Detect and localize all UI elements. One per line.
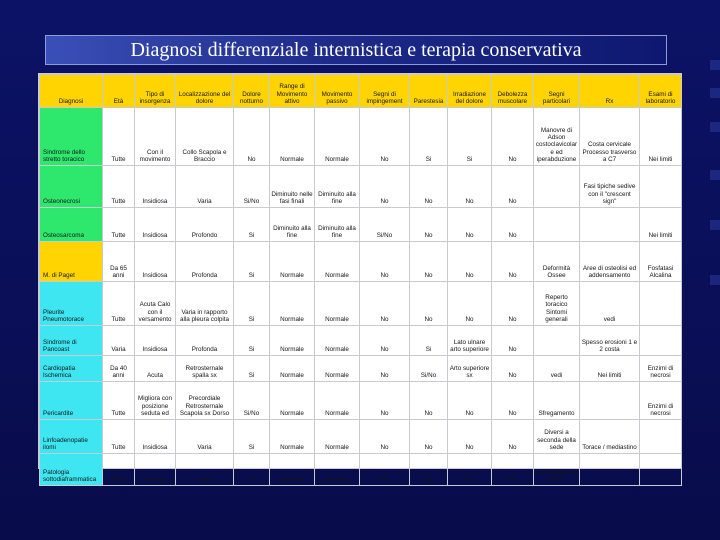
diagnosis-cell: Linfoadenopatie ilomi <box>40 420 103 454</box>
table-cell: Normale <box>315 108 360 166</box>
table-cell: Normale <box>270 326 315 356</box>
table-cell: Normale <box>315 382 360 420</box>
table-cell: Normale <box>270 454 315 486</box>
slide-title: Diagnosi differenziale internistica e terapia conservativa <box>130 39 582 61</box>
table-cell: Spesso erosioni 1 e 2 costa <box>580 326 640 356</box>
table-cell: Profondo <box>176 208 234 242</box>
table-cell: No <box>448 282 492 326</box>
table-cell: Si <box>234 326 270 356</box>
table-cell <box>534 208 580 242</box>
table-cell: Tutte <box>103 208 135 242</box>
column-header: Parestesia <box>410 75 448 108</box>
table-cell: Diminuito alla fine <box>315 166 360 208</box>
table-cell: Nei limiti <box>640 208 682 242</box>
table-cell: No <box>492 326 534 356</box>
table-cell: Insidiosa <box>135 242 176 282</box>
table-cell: Arto superiore sx <box>448 356 492 382</box>
table-cell: Fosfatasi Alcalina <box>640 242 682 282</box>
column-header: Range di Movimento attivo <box>270 75 315 108</box>
table-cell: Costa cervicale Processo trasverso a C7 <box>580 108 640 166</box>
table-cell: Varia <box>176 420 234 454</box>
table-cell: Normale <box>270 108 315 166</box>
diagnosis-cell: Patologia sottodiaframmatica <box>40 454 103 486</box>
table-cell: Normale <box>315 420 360 454</box>
table-cell: Profonda <box>176 326 234 356</box>
table-cell: Si <box>234 420 270 454</box>
table-cell: No <box>410 420 448 454</box>
table-cell <box>640 166 682 208</box>
table-cell: Nei limiti <box>580 356 640 382</box>
table-cell: Lato ulnare arto superiore <box>448 326 492 356</box>
table-cell: Reperto toracico Sintomi generali <box>534 282 580 326</box>
table-cell: No <box>360 242 410 282</box>
diagnosis-table <box>39 74 682 486</box>
table-cell: Tutte <box>103 420 135 454</box>
table-cell: Normale <box>270 382 315 420</box>
table-cell: Si <box>410 108 448 166</box>
table-cell: Profonda <box>176 242 234 282</box>
diagnosis-cell: Osteonecrosi <box>40 166 103 208</box>
table-cell: No <box>410 282 448 326</box>
table-cell <box>580 382 640 420</box>
column-header: Segni particolari <box>534 75 580 108</box>
table-cell <box>534 326 580 356</box>
table-cell: No <box>410 382 448 420</box>
table-cell: Retrosternale spalla sx <box>176 356 234 382</box>
table-cell: Nei limiti <box>640 108 682 166</box>
column-header: Rx <box>580 75 640 108</box>
table-cell: Tutte <box>103 454 135 486</box>
table-cell <box>640 326 682 356</box>
column-header: Diagnosi <box>40 75 103 108</box>
table-cell: No <box>360 382 410 420</box>
column-header: Irradiazione del dolore <box>448 75 492 108</box>
column-header: Debolezza muscolare <box>492 75 534 108</box>
column-header: Movimento passivo <box>315 75 360 108</box>
table-cell: Acuta <box>135 356 176 382</box>
table-cell <box>640 282 682 326</box>
table-cell: No <box>448 454 492 486</box>
table-cell <box>580 454 640 486</box>
table-row <box>40 108 682 166</box>
table-cell: Varia <box>103 326 135 356</box>
diagnosis-cell: Osteosarcoma <box>40 208 103 242</box>
table-row <box>40 242 682 282</box>
table-cell: No <box>410 166 448 208</box>
column-header: Esami di laboratorio <box>640 75 682 108</box>
table-cell: No <box>492 208 534 242</box>
table-cell: Da 40 anni <box>103 356 135 382</box>
table-cell: Insidiosa <box>135 208 176 242</box>
table-cell: Normale <box>315 326 360 356</box>
table-row <box>40 420 682 454</box>
table-cell: Normale <box>315 356 360 382</box>
column-header: Età <box>103 75 135 108</box>
table-cell: No <box>360 166 410 208</box>
table-cell: Insidiosa <box>135 420 176 454</box>
table-cell: Diversi a seconda della sede <box>534 420 580 454</box>
table-cell: No <box>360 420 410 454</box>
table-cell <box>640 420 682 454</box>
table-cell: Varia in rapporto alla pleura colpita <box>176 282 234 326</box>
table-cell: Insidiosa <box>135 454 176 486</box>
table-cell: No <box>360 108 410 166</box>
table-cell: No <box>448 166 492 208</box>
table-cell: Insidiosa <box>135 166 176 208</box>
table-cell: Da 65 anni <box>103 242 135 282</box>
table-cell: Sfregamento <box>534 382 580 420</box>
table-header-row <box>40 75 682 108</box>
table-cell: Si <box>234 282 270 326</box>
table-cell: Si <box>448 108 492 166</box>
table-cell: Diminuito alla fine <box>270 208 315 242</box>
table-cell: No <box>360 282 410 326</box>
table-cell: No <box>410 242 448 282</box>
table-cell: Si <box>234 454 270 486</box>
table-cell: Normale <box>270 242 315 282</box>
table-cell: No <box>360 326 410 356</box>
table-cell: Tutte <box>103 382 135 420</box>
diagnosis-cell: Cardiopatia Ischemica <box>40 356 103 382</box>
table-cell: Normale <box>315 454 360 486</box>
column-header: Tipo di insorgenza <box>135 75 176 108</box>
table-cell: Si/No <box>360 208 410 242</box>
table-cell: Insidiosa <box>135 326 176 356</box>
diagnosis-cell: Sindrome di Pancoast <box>40 326 103 356</box>
table-cell: Varia <box>176 166 234 208</box>
table-cell: No <box>492 356 534 382</box>
table-row <box>40 208 682 242</box>
table-cell: Enzimi di necrosi <box>640 356 682 382</box>
table-cell: Diminuito alla fine <box>315 208 360 242</box>
diagnosis-cell: Pleurite Pneumotorace <box>40 282 103 326</box>
table-cell: Deformità Ossee <box>534 242 580 282</box>
table-cell: Varia <box>176 454 234 486</box>
table-cell: Normale <box>270 420 315 454</box>
table-cell: Aree di osteolisi ed addensamento <box>580 242 640 282</box>
table-cell <box>534 166 580 208</box>
table-row <box>40 356 682 382</box>
table-cell: Tutte <box>103 282 135 326</box>
diagnosis-cell: M. di Paget <box>40 242 103 282</box>
table-cell: No <box>492 108 534 166</box>
table-cell: Si/No <box>410 356 448 382</box>
table-cell: Fasi tipiche sedive con il "crescent sign" <box>580 166 640 208</box>
table-row <box>40 166 682 208</box>
table-cell: Si <box>234 356 270 382</box>
table-row <box>40 382 682 420</box>
table-body <box>40 108 682 486</box>
column-header: Localizzazione del dolore <box>176 75 234 108</box>
table-cell: Enzimi di necrosi <box>640 382 682 420</box>
table-cell: Precordiale Retrosternale Scapola sx Dorso <box>176 382 234 420</box>
table-cell: No <box>448 242 492 282</box>
table-cell: No <box>492 282 534 326</box>
table-cell: No <box>234 108 270 166</box>
table-cell: No <box>448 382 492 420</box>
table-cell: Vedi malattia di base <box>534 454 580 486</box>
table-cell: No <box>448 208 492 242</box>
table-cell: No <box>492 382 534 420</box>
table-row <box>40 454 682 486</box>
diagnosis-cell: Sindrome dello stretto toracico <box>40 108 103 166</box>
table-cell: Diminuito nelle fasi finali <box>270 166 315 208</box>
table-cell: Normale <box>270 282 315 326</box>
table-cell: Torace / mediastino <box>580 420 640 454</box>
table-cell: vedi <box>580 282 640 326</box>
table-cell: Tutte <box>103 108 135 166</box>
table-cell: Si/No <box>234 166 270 208</box>
table-cell: No <box>448 420 492 454</box>
table-row <box>40 282 682 326</box>
table-cell: No <box>492 454 534 486</box>
table-cell: Si <box>234 242 270 282</box>
table-cell: Collo Scapola e Braccio <box>176 108 234 166</box>
table-cell: Normale <box>315 242 360 282</box>
table-cell: Si <box>234 208 270 242</box>
diagnosis-table-frame <box>39 74 681 483</box>
table-row <box>40 326 682 356</box>
table-cell <box>640 454 682 486</box>
table-cell: No <box>360 356 410 382</box>
side-decoration <box>706 60 720 320</box>
table-cell: Tutte <box>103 166 135 208</box>
table-cell: Con il movimento <box>135 108 176 166</box>
table-cell: Normale <box>315 282 360 326</box>
table-cell: No <box>492 242 534 282</box>
column-header: Dolore notturno <box>234 75 270 108</box>
table-cell: Normale <box>270 356 315 382</box>
table-cell: Acuta Calo con il versamento <box>135 282 176 326</box>
diagnosis-cell: Pericardite <box>40 382 103 420</box>
title-banner <box>45 35 667 65</box>
table-cell: No <box>410 208 448 242</box>
table-cell: No <box>410 454 448 486</box>
table-cell: No <box>360 454 410 486</box>
table-cell <box>580 208 640 242</box>
table-cell: Migliora con posizione seduta ed <box>135 382 176 420</box>
column-header: Segni di impingement <box>360 75 410 108</box>
table-cell: Si/No <box>234 382 270 420</box>
table-cell: Si <box>410 326 448 356</box>
table-cell: No <box>492 166 534 208</box>
table-cell: vedi <box>534 356 580 382</box>
table-cell: Manovre di Adson costoclavicolare ed iperabduzione <box>534 108 580 166</box>
table-cell: No <box>492 420 534 454</box>
